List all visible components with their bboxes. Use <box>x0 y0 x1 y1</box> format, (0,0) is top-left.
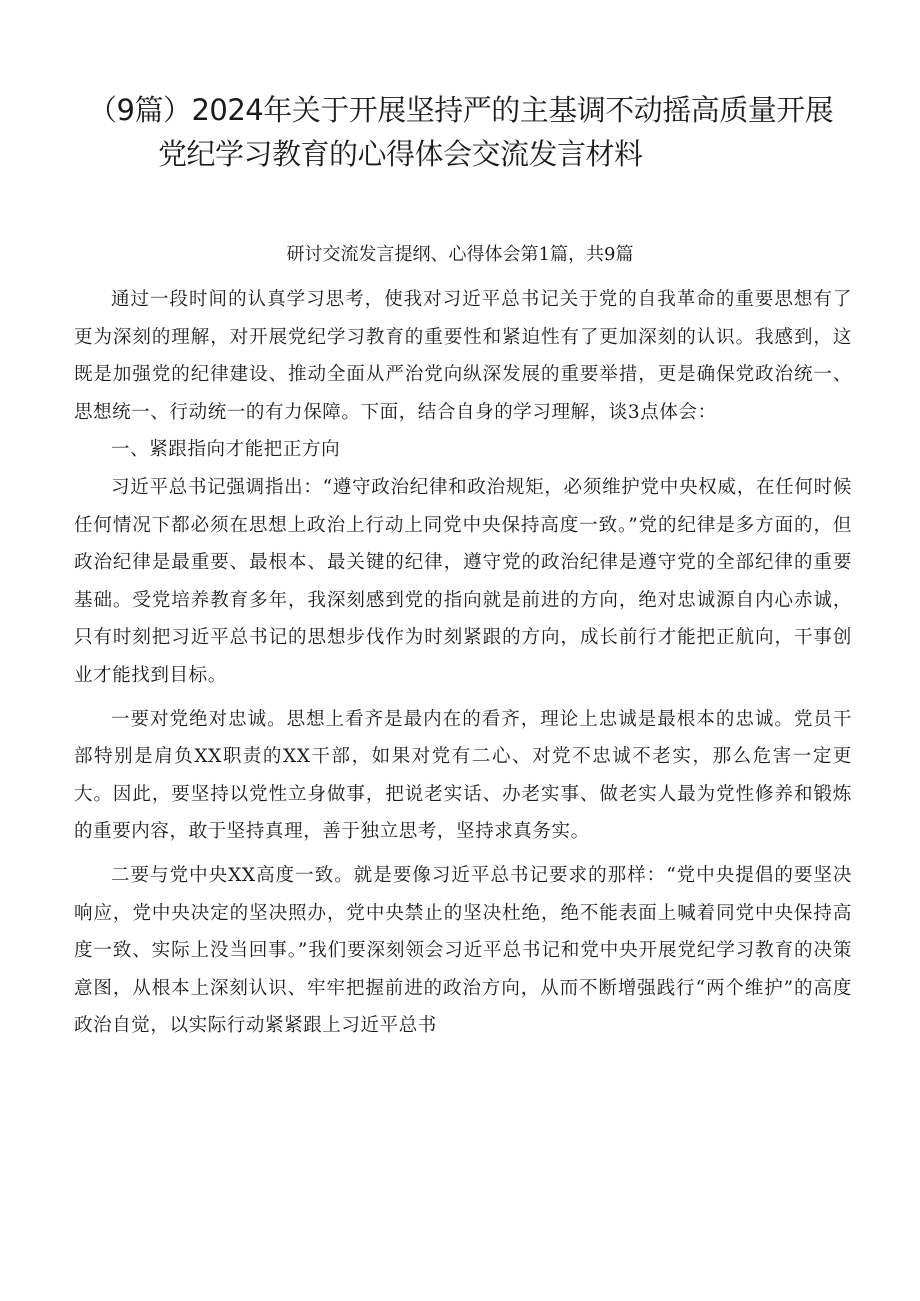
title-line-2: 党纪学习教育的心得体会交流发言材料 <box>158 137 643 171</box>
paragraph-point-1: 一要对党绝对忠诚。思想上看齐是最内在的看齐，理论上忠诚是最根本的忠诚。党员干部特别是肩负XX职责的XX干部，如果对党有二心、对党不忠诚不老实，那么危害一定更大。因此，要坚持以党性立身做事，把说老实话、办老实事、做老实人最为党性修养和锻炼的重要内容，敢于坚持真理，善于独立思考，坚持求真务实。 <box>74 708 852 843</box>
document-subtitle: 研讨交流发言提纲、心得体会第1篇，共9篇 <box>286 244 634 265</box>
document-title <box>88 88 888 176</box>
paragraph-quote: 习近平总书记强调指出：“遵守政治纪律和政治规矩，必须维护党中央权威，在任何时候任何情况下都必须在思想上政治上行动上同党中央保持高度一致。”党的纪律是多方面的，但政治纪律是最重要、最根本、最关键的纪律，遵守党的政治纪律是遵守党的全部纪律的重要基础。受党培养教育多年，我深刻感到党的指向就是前进的方向，绝对忠诚源自内心赤诚，只有时刻把习近平总书记的思想步伐作为时刻紧跟的方向，成长前行才能把正航向，干事创业才能找到目标。 <box>74 476 852 686</box>
document-body <box>74 281 852 1045</box>
title-line-1: （9篇）2024年关于开展坚持严的主基调不动摇高质量开展 <box>88 93 834 127</box>
paragraph-point-2: 二要与党中央XX高度一致。就是要像习近平总书记要求的那样：“党中央提倡的要坚决响应，党中央决定的坚决照办，党中央禁止的坚决杜绝，绝不能表面上喊着同党中央保持高度一致、实际上没当回事。”我们要深刻领会习近平总书记和党中央开展党纪学习教育的决策意图，从根本上深刻认识、牢牢把握前进的政治方向，从而不断增强践行“两个维护”的高度政治自觉，以实际行动紧紧跟上习近平总书 <box>74 864 852 1037</box>
section-heading-1: 一、紧跟指向才能把正方向 <box>111 439 341 461</box>
paragraph-intro: 通过一段时间的认真学习思考，使我对习近平总书记关于党的自我革命的重要思想有了更为深刻的理解，对开展党纪学习教育的重要性和紧迫性有了更加深刻的认识。我感到，这既是加强党的纪律建设、推动全面从严治党向纵深发展的重要举措，更是确保党政治统一、思想统一、行动统一的有力保障。下面，结合自身的学习理解，谈3点体会： <box>74 289 852 423</box>
